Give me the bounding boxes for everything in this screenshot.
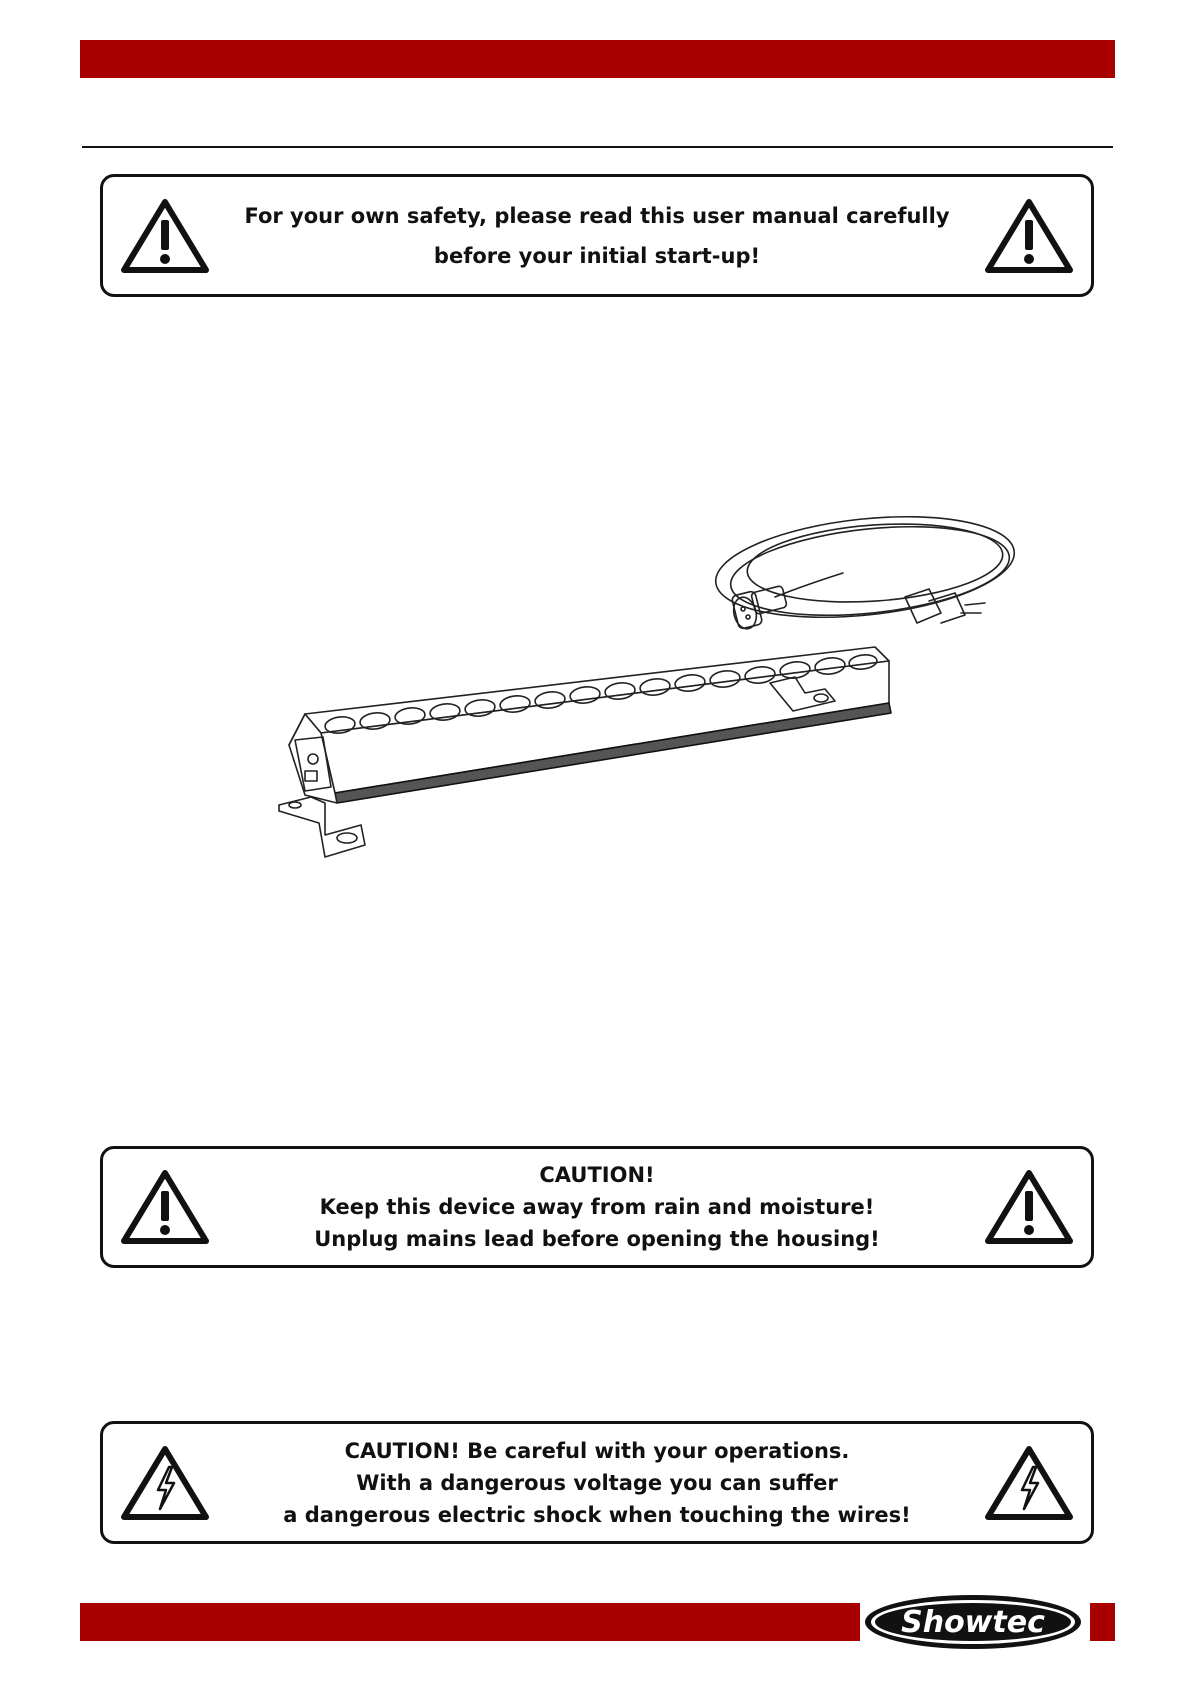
voltage-caution-line-1: CAUTION! Be careful with your operations.	[344, 1438, 850, 1463]
showtec-logo	[862, 1592, 1084, 1652]
warning-triangle-icon	[120, 1169, 210, 1245]
warning-triangle-icon	[984, 1169, 1074, 1245]
moisture-caution-line-1: CAUTION!	[539, 1163, 655, 1187]
showtec-logo-text: Showtec	[901, 1605, 1045, 1640]
safety-warning-line-1: For your own safety, please read this user manual carefully	[244, 203, 950, 228]
warning-triangle-icon	[984, 198, 1074, 274]
high-voltage-icon	[984, 1445, 1074, 1521]
moisture-caution-line-2: Keep this device away from rain and moisture!	[319, 1195, 875, 1219]
led-bar-body	[279, 647, 891, 857]
led-bar-product-illustration	[265, 505, 1025, 935]
moisture-caution-line-3: Unplug mains lead before opening the housing!	[314, 1227, 880, 1251]
safety-warning-line-2: before your initial start-up!	[433, 243, 761, 268]
warning-triangle-icon	[120, 198, 210, 274]
footer-accent-bar	[80, 1603, 860, 1641]
header-accent-bar	[80, 40, 1115, 78]
voltage-caution-line-3: a dangerous electric shock when touching the wires!	[283, 1502, 911, 1527]
voltage-caution-box	[100, 1421, 1094, 1544]
header-rule	[82, 146, 1113, 148]
power-cable-illustration	[711, 505, 1019, 631]
voltage-caution-line-2: With a dangerous voltage you can suffer	[356, 1470, 838, 1495]
footer-accent-bar-end	[1090, 1603, 1115, 1641]
high-voltage-icon	[120, 1445, 210, 1521]
moisture-caution-box	[100, 1146, 1094, 1268]
safety-warning-box	[100, 174, 1094, 297]
